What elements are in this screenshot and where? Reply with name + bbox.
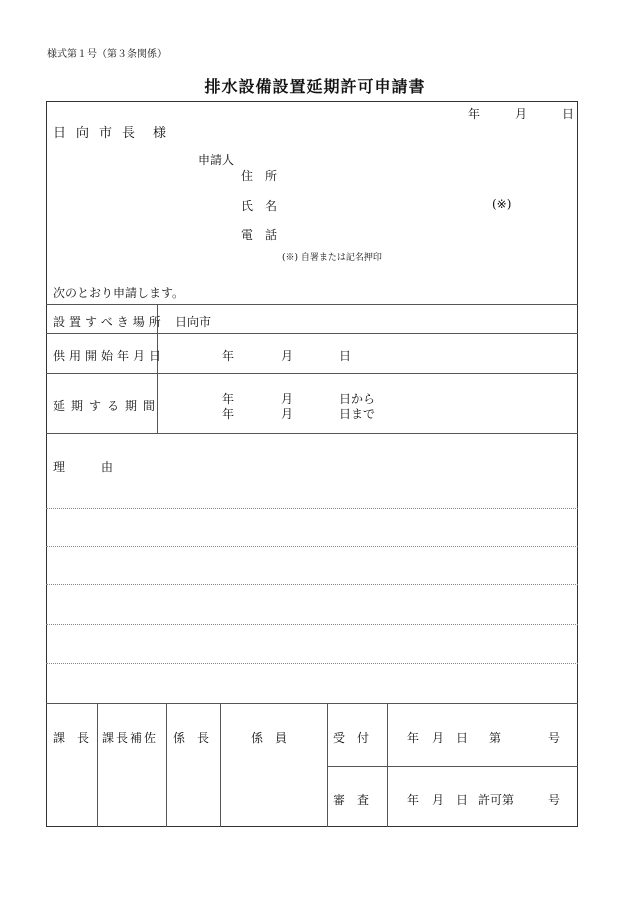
reason-line	[46, 508, 578, 509]
location-value: 日向市	[175, 315, 212, 329]
received-number-label: 第	[489, 731, 502, 745]
review-issue-label: 号	[548, 793, 561, 807]
reason-label: 理 由	[53, 460, 114, 474]
divider	[46, 333, 578, 334]
date-month-label: 月	[515, 107, 528, 121]
period-to-month: 月	[281, 407, 294, 421]
review-day: 日	[456, 793, 469, 807]
section-chief-label: 課 長	[53, 731, 90, 745]
location-label: 設置すべき場所	[53, 315, 165, 329]
start-date-label: 供用開始年月日	[53, 349, 166, 363]
reason-line	[46, 624, 578, 625]
start-month: 月	[281, 349, 294, 363]
received-month: 月	[432, 731, 445, 745]
column-divider	[327, 703, 328, 827]
staff-label: 係 員	[251, 731, 288, 745]
address-label: 住 所	[241, 169, 278, 183]
date-day-label: 日	[562, 107, 575, 121]
date-year-label: 年	[468, 107, 481, 121]
column-divider	[97, 703, 98, 827]
phone-label: 電 話	[241, 228, 278, 242]
start-year: 年	[222, 349, 235, 363]
review-number-label: 許可第	[478, 793, 515, 807]
divider	[46, 433, 578, 434]
review-month: 月	[432, 793, 445, 807]
received-day: 日	[456, 731, 469, 745]
reason-line	[46, 584, 578, 585]
divider	[46, 304, 578, 305]
review-year: 年	[407, 793, 420, 807]
intro-text: 次のとおり申請します。	[53, 286, 185, 300]
period-to-year: 年	[222, 407, 235, 421]
page-title: 排水設備設置延期許可申請書	[204, 77, 426, 96]
start-day: 日	[339, 349, 352, 363]
divider	[46, 703, 578, 704]
period-label: 延期する期間	[53, 399, 162, 413]
assistant-chief-label: 課長補佐	[102, 731, 159, 745]
reason-line	[46, 546, 578, 547]
subsection-chief-label: 係 長	[173, 731, 210, 745]
reason-line	[46, 663, 578, 664]
column-divider	[166, 703, 167, 827]
name-label: 氏 名	[241, 199, 278, 213]
divider	[46, 373, 578, 374]
column-divider	[220, 703, 221, 827]
column-divider	[387, 703, 388, 827]
received-label: 受 付	[333, 731, 370, 745]
honorific: 様	[153, 126, 167, 141]
period-from-day: 日から	[339, 392, 376, 406]
received-year: 年	[407, 731, 420, 745]
period-to-day: 日まで	[339, 407, 376, 421]
review-label: 審 査	[333, 793, 370, 807]
applicant-label: 申請人	[198, 153, 235, 167]
period-from-year: 年	[222, 392, 235, 406]
received-issue-label: 号	[548, 731, 561, 745]
divider	[327, 766, 578, 767]
seal-mark: (※)	[492, 197, 512, 211]
form-number: 様式第１号（第３条関係）	[47, 49, 167, 60]
period-from-month: 月	[281, 392, 294, 406]
signature-note: (※) 自署または記名押印	[282, 253, 382, 263]
addressee: 日向市長	[53, 126, 146, 141]
